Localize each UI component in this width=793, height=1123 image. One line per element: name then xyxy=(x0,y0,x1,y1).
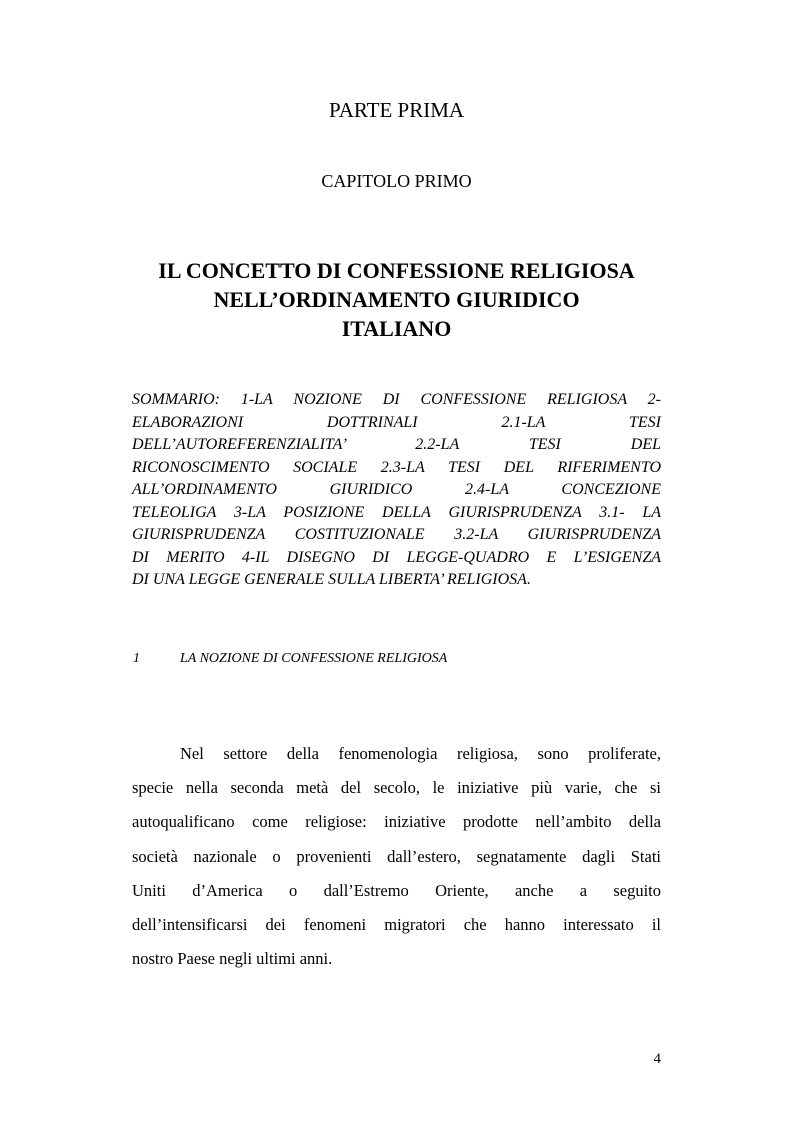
section-title: LA NOZIONE DI CONFESSIONE RELIGIOSA xyxy=(180,651,448,666)
body-line: Uniti d’America o dall’Estremo Oriente, anche a seguito xyxy=(132,880,661,900)
section-number: 1 xyxy=(133,651,140,666)
section-heading xyxy=(133,649,447,669)
body-line: Nel settore della fenomenologia religiosa, sono proliferate, xyxy=(180,744,661,763)
main-title-line: ITALIANO xyxy=(341,316,452,341)
body-line: nostro Paese negli ultimi anni. xyxy=(132,949,333,969)
summary-line: DELL’AUTOREFERENZIALITA’ 2.2-LA TESI DEL xyxy=(132,436,661,453)
summary-line: RICONOSCIMENTO SOCIALE 2.3-LA TESI DEL RIFERIMENTO xyxy=(132,458,661,476)
main-title-line: NELL’ORDINAMENTO GIURIDICO xyxy=(213,287,580,312)
chapter-title: CAPITOLO PRIMO xyxy=(321,171,472,191)
page-number: 4 xyxy=(653,1051,661,1067)
summary-line: TELEOLIGA 3-LA POSIZIONE DELLA GIURISPRUDENZA 3.1- LA xyxy=(132,503,661,521)
summary-block xyxy=(132,389,661,592)
summary-line: GIURISPRUDENZA COSTITUZIONALE 3.2-LA GIURISPRUDENZA xyxy=(132,526,661,543)
summary-line: DI MERITO 4-IL DISEGNO DI LEGGE-QUADRO E L’ESIGENZA xyxy=(132,548,661,566)
summary-line: ELABORAZIONI DOTTRINALI 2.1-LA TESI xyxy=(132,413,661,431)
part-title: PARTE PRIMA xyxy=(328,98,465,122)
main-title-line: IL CONCETTO DI CONFESSIONE RELIGIOSA xyxy=(158,258,635,283)
summary-line: ALL’ORDINAMENTO GIURIDICO 2.4-LA CONCEZIONE xyxy=(132,481,661,498)
summary-line: SOMMARIO: 1-LA NOZIONE DI CONFESSIONE RELIGIOSA 2- xyxy=(132,391,661,408)
body-paragraph xyxy=(132,737,661,976)
body-line: società nazionale o provenienti dall’estero, segnatamente dagli Stati xyxy=(132,846,661,866)
chapter-main-title xyxy=(120,256,673,343)
body-line: dell’intensificarsi dei fenomeni migratori che hanno interessato il xyxy=(132,915,661,935)
body-line: autoqualificano come religiose: iniziative prodotte nell’ambito della xyxy=(132,812,661,832)
body-line: specie nella seconda metà del secolo, le iniziative più varie, che si xyxy=(132,778,661,798)
summary-line: DI UNA LEGGE GENERALE SULLA LIBERTA’ RELIGIOSA. xyxy=(132,571,531,588)
